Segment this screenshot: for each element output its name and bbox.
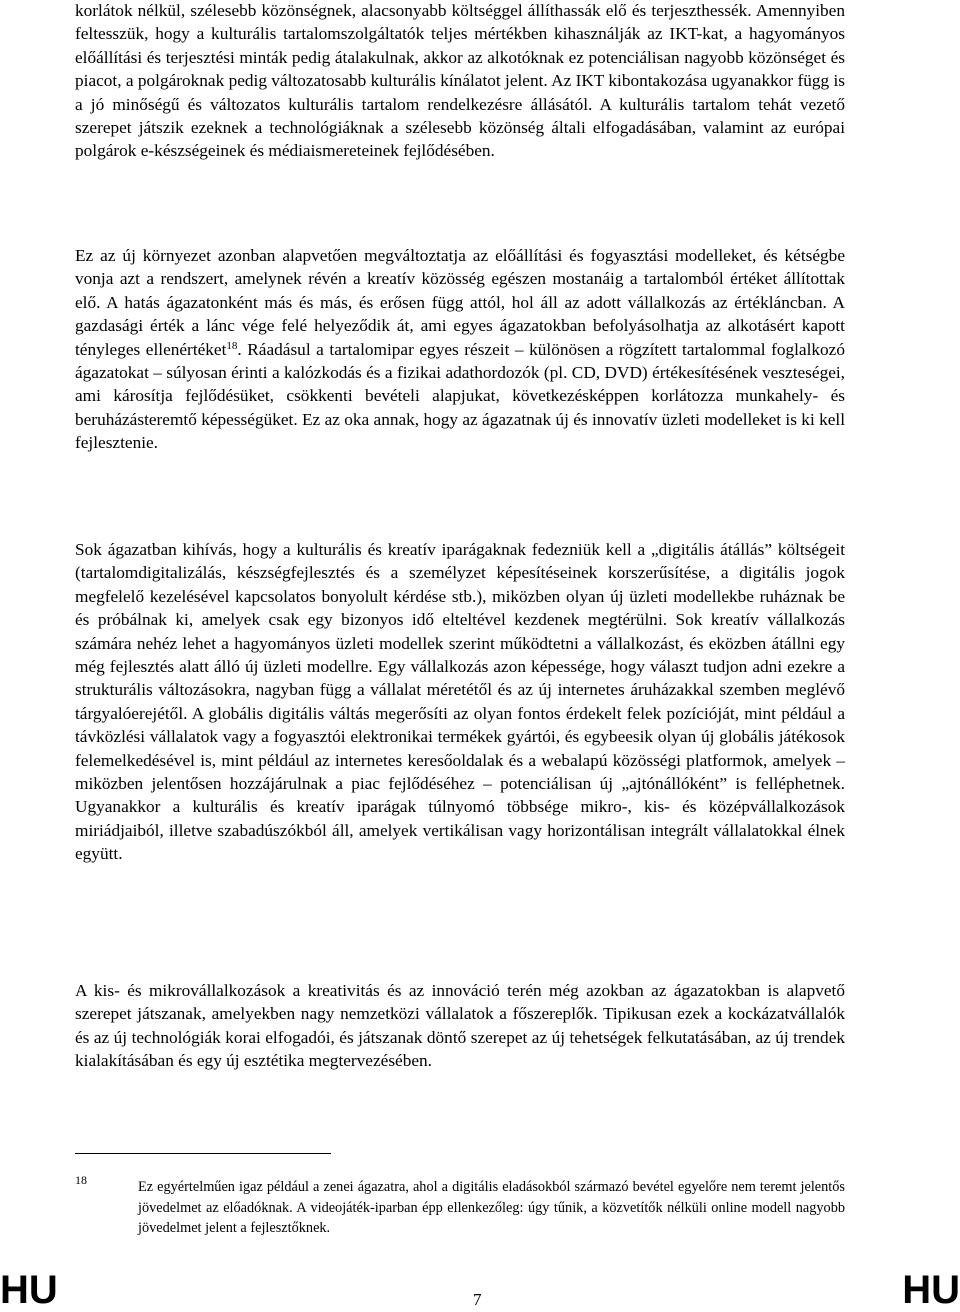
footnote-number: 18	[75, 1173, 87, 1187]
paragraph-1	[75, 0, 845, 163]
footer-language-label-left: HU	[0, 1268, 58, 1312]
paragraph-3	[75, 538, 845, 866]
paragraph-4-text: A kis- és mikrovállalkozások a kreativitás és az innováció terén még azokban az ágazatokban is alapvető szerepet játszanak, amelyekben nagy nemzetközi vállalatok a főszereplők. Tipikusan ezek a kockázatvállalók és az új technológiák korai elfogadói, és játszanak döntő szerepet az új tehetségek felkutatásában, az új trendek kialakításában és egy új esztétika megtervezésében.	[75, 981, 845, 1071]
footnote-separator	[75, 1153, 331, 1154]
paragraph-1-text: korlátok nélkül, szélesebb közönségnek, alacsonyabb költséggel állíthassák elő és terjeszthessék. Amennyiben feltesszük, hogy a kulturális tartalomszolgáltatók teljes mértékben kihasználják az IKT-kat, a hagyományos előállítási és terjesztési minták pedig átalakulnak, akkor az alkotóknak ez potenciálisan nagyobb közönséget és piacot, a polgároknak pedig változatosabb kulturális kínálatot jelent. Az IKT kibontakozása ugyanakkor függ is a jó minőségű és változatos kulturális tartalom rendelkezésre állásától. A kulturális tartalom tehát vezető szerepet játszik ezeknek a technológiáknak a szélesebb közönség általi elfogadásában, valamint az európai polgárok e-készségeinek és médiaismereteinek fejlődésében.	[75, 1, 845, 161]
paragraph-4	[75, 979, 845, 1073]
footnote-reference: 18	[226, 339, 238, 352]
paragraph-3-text: Sok ágazatban kihívás, hogy a kulturális és kreatív iparágaknak fedezniük kell a „digitális átállás” költségeit (tartalomdigitalizálás, készségfejlesztés és a személyzet képesítéseinek korszerűsítése, a digitális jogok megfelelő kezelésével kapcsolatos bonyolult kérdése stb.), miközben olyan új üzleti modellekbe ruháznak be és próbálnak ki, amelyek csak egy bizonyos idő elteltével kezdenek megtérülni. Sok kreatív vállalkozás számára nehéz lehet a hagyományos üzleti modellek szerint működtetni a vállalkozást, és eközben átállni egy még fejlesztés alatt álló új üzleti modellre. Egy vállalkozás azon képessége, hogy választ tudjon adni ezekre a strukturális változásokra, nagyban függ a vállalat méretétől és az új internetes áruházakkal szemben meglévő tárgyalóerejétől. A globális digitális váltás megerősíti az olyan fontos érdekelt felek pozícióját, mint például a távközlési vállalatok vagy a fogyasztói elektronikai termékek gyártói, és egybeesik olyan új globális játékosok felemelkedésével is, mint például az internetes keresőoldalak és a webalapú közösségi platformok, amelyek – miközben jelentősen hozzájárulnak a piac fejlődéséhez – potenciálisan új „ajtónállóként” is felléphetnek. Ugyanakkor a kulturális és kreatív iparágak túlnyomó többsége mikro-, kis- és középvállalkozások miriádjaiból, illetve szabadúszókból áll, amelyek vertikálisan vagy horizontálisan integrált vállalatokkal élnek együtt.	[75, 540, 845, 864]
page-number: 7	[473, 1290, 482, 1309]
paragraph-2	[75, 244, 845, 455]
paragraph-2-text-a: Ez az új környezet azonban alapvetően megváltoztatja az előállítási és fogyasztási modelleket, és kétségbe vonja azt a rendszert, amelynek révén a kreatív közösség egészen mostanáig a tartalomból értéket állítottak elő. A hatás ágazatonként más és más, és erősen függ attól, hol áll az adott vállalkozás az értékláncban. A gazdasági érték a lánc vége felé helyeződik át, ami egyes ágazatokban befolyásolhatja az alkotásért kapott tényleges ellenértéket	[75, 246, 845, 359]
footnote-text: Ez egyértelműen igaz például a zenei ágazatra, ahol a digitális eladásokból származó bevétel egyelőre nem teremt jelentős jövedelmet az előadóknak. A videojáték-iparban épp ellenkezőleg: úgy tűnik, a közvetítők nélküli online modell nagyobb jövedelmet jelent a fejlesztőknek.	[138, 1179, 845, 1236]
paragraph-2-text-b: . Ráadásul a tartalomipar egyes részeit – különösen a rögzített tartalommal foglalkozó ágazatokat – súlyosan érinti a kalózkodás és a fizikai adathordozók (pl. CD, DVD) értékesítésének veszteségei, ami károsítja fejlődésüket, csökkenti bevételi alapjukat, következésképpen korlátozza munkahely- és beruházásteremtő képességüket. Ez az oka annak, hogy az ágazatnak új és innovatív üzleti modelleket is ki kell fejlesztenie.	[75, 339, 845, 453]
footer-language-label-right: HU	[902, 1268, 960, 1312]
